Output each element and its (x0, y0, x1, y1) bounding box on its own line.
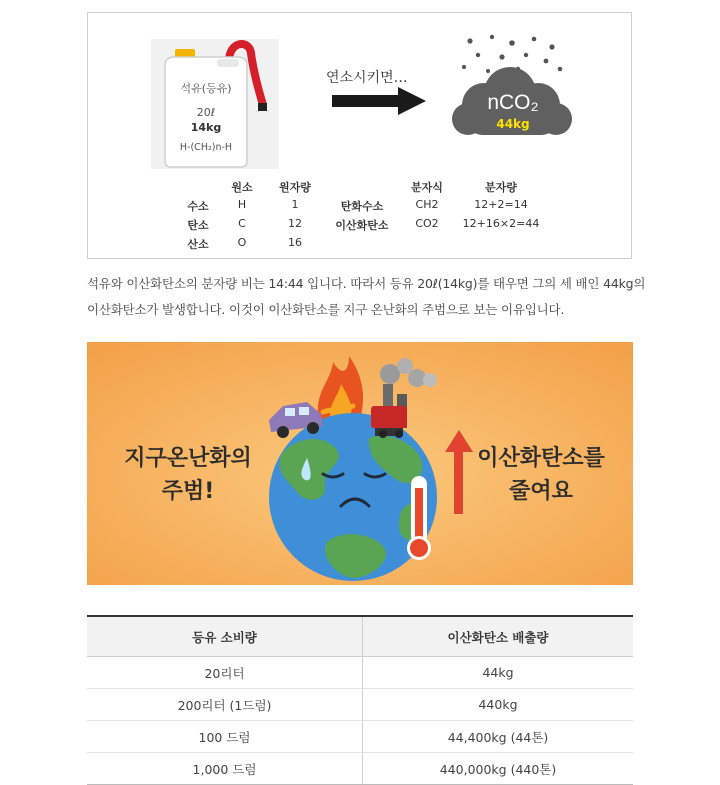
paragraph-line: 석유와 이산화탄소의 분자량 비는 14:44 입니다. 따라서 등유 20ℓ(14kg)를 태우면 그의 세 배인 44kg의 (87, 276, 646, 291)
table-header-row (87, 616, 633, 657)
oil-heater-icon (371, 406, 407, 438)
molecular-mass-header: 분자량 (485, 181, 517, 194)
banner-right-line: 줄여요 (509, 479, 573, 504)
jug-volume: 20ℓ (196, 106, 216, 119)
element-mass: 1 (291, 198, 299, 211)
co2-weight: 44kg (496, 117, 530, 131)
molecule-mass: 12+2=14 (474, 198, 528, 211)
co2-cloud (448, 31, 578, 151)
table-cell: 100 드럼 (87, 721, 363, 753)
banner-right-text (467, 442, 615, 508)
table-cell: 44,400kg (44톤) (363, 721, 634, 753)
table-row (87, 753, 633, 785)
co2-formula: nCO₂ (487, 91, 539, 114)
paragraph-line: 이산화탄소가 발생합니다. 이것이 이산화탄소를 지구 온난화의 주범으로 보는 이유입니다. (87, 302, 565, 317)
table-row (87, 657, 633, 689)
molecule-name: 이산화탄소 (335, 219, 389, 232)
jug-title: 석유(등유) (180, 82, 232, 95)
element-symbol: C (238, 217, 246, 230)
table-cell: 440kg (363, 689, 634, 721)
table-cell: 20리터 (87, 657, 363, 689)
oil-combustion-diagram (87, 12, 632, 259)
emission-table (87, 615, 633, 785)
combustion-label: 연소시키면… (326, 70, 408, 86)
formula-header: 분자식 (411, 181, 443, 194)
jug-formula: H-(CH₂)n-H (179, 142, 233, 153)
kerosene-can-illustration (151, 35, 279, 169)
table-cell: 44kg (363, 657, 634, 689)
table-row (87, 721, 633, 753)
column-header: 등유 소비량 (87, 616, 363, 657)
table-cell: 1,000 드럼 (87, 753, 363, 785)
element-name: 수소 (187, 200, 209, 213)
table-cell: 440,000kg (440톤) (363, 753, 634, 785)
banner-left-text (109, 442, 267, 508)
element-header: 원소 (231, 181, 253, 194)
element-mass: 16 (288, 236, 302, 249)
element-symbol: H (237, 198, 247, 211)
column-header: 이산화탄소 배출량 (363, 616, 634, 657)
banner-left-line: 주범! (161, 479, 215, 504)
banner-right-line: 이산화탄소를 (477, 446, 605, 471)
table-row (87, 689, 633, 721)
element-symbol: O (237, 236, 247, 249)
molecule-mass: 12+16×2=44 (462, 217, 540, 230)
banner-left-line: 지구온난화의 (124, 446, 252, 471)
molecule-formula: CH2 (415, 198, 439, 211)
element-name: 산소 (187, 238, 209, 251)
arrow-right-icon (332, 87, 426, 115)
jug-weight: 14kg (190, 121, 222, 134)
element-name: 탄소 (187, 219, 209, 232)
element-mass: 12 (288, 217, 302, 230)
molecule-formula: CO2 (415, 217, 439, 230)
table-cell: 200리터 (1드럼) (87, 689, 363, 721)
molecule-name: 탄화수소 (340, 200, 384, 213)
explanation-paragraph (87, 271, 647, 323)
global-warming-banner (87, 342, 633, 585)
atomic-mass-header: 원자량 (279, 181, 311, 194)
